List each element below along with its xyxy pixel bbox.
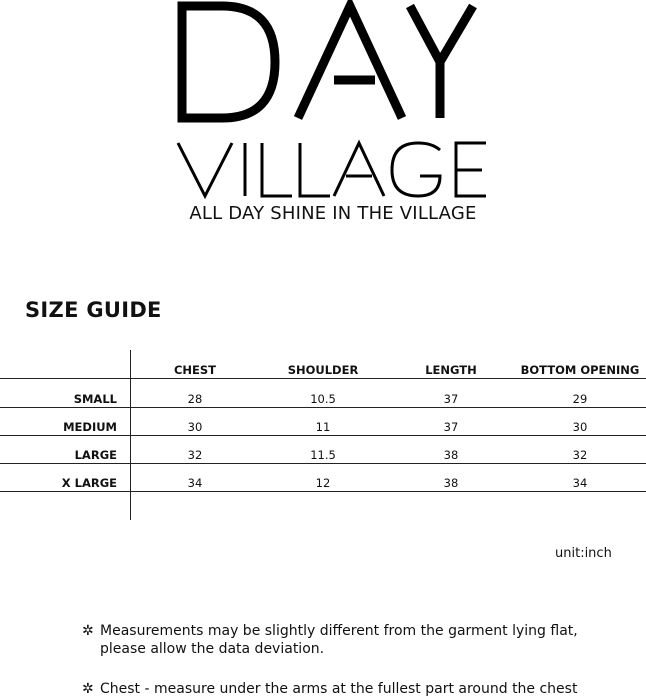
row-label-large: LARGE bbox=[74, 448, 117, 462]
note-text: please allow the data deviation. bbox=[100, 641, 325, 657]
table-cell: 11 bbox=[315, 420, 331, 434]
column-header-bottom-opening: BOTTOM OPENING bbox=[520, 363, 640, 377]
brand-logo bbox=[0, 0, 646, 230]
table-cell: 10.5 bbox=[310, 392, 336, 406]
column-header-length: LENGTH bbox=[425, 363, 477, 377]
table-cell: 34 bbox=[572, 476, 588, 490]
note-measurement-deviation bbox=[82, 622, 578, 658]
table-cell: 38 bbox=[443, 476, 459, 490]
table-cell: 32 bbox=[572, 448, 588, 462]
column-header-chest: CHEST bbox=[173, 363, 217, 377]
table-divider bbox=[0, 435, 646, 436]
size-guide-title: SIZE GUIDE bbox=[25, 298, 162, 322]
row-label-x-large: X LARGE bbox=[61, 476, 117, 490]
note-text: Measurements may be slightly different from the garment lying flat, bbox=[100, 623, 578, 639]
brand-tagline: ALL DAY SHINE IN THE VILLAGE bbox=[189, 203, 477, 224]
table-divider bbox=[0, 378, 646, 379]
table-divider bbox=[0, 491, 646, 492]
table-cell: 34 bbox=[187, 476, 203, 490]
column-header-shoulder: SHOULDER bbox=[287, 363, 359, 377]
asterisk-icon: ✲ bbox=[82, 681, 94, 697]
table-cell: 37 bbox=[443, 392, 459, 406]
table-divider bbox=[0, 463, 646, 464]
table-cell: 37 bbox=[443, 420, 459, 434]
table-divider bbox=[0, 407, 646, 408]
note-chest-measure bbox=[82, 680, 577, 698]
unit-label: unit:inch bbox=[555, 546, 612, 561]
size-table bbox=[0, 350, 646, 522]
table-cell: 32 bbox=[187, 448, 203, 462]
table-cell: 11.5 bbox=[310, 448, 336, 462]
table-cell: 29 bbox=[572, 392, 588, 406]
row-label-medium: MEDIUM bbox=[63, 420, 117, 434]
table-cell: 12 bbox=[315, 476, 331, 490]
row-label-small: SMALL bbox=[73, 392, 117, 406]
table-cell: 30 bbox=[572, 420, 588, 434]
table-cell: 28 bbox=[187, 392, 203, 406]
table-cell: 30 bbox=[187, 420, 203, 434]
note-text: Chest - measure under the arms at the fullest part around the chest bbox=[100, 681, 578, 697]
table-cell: 38 bbox=[443, 448, 459, 462]
asterisk-icon: ✲ bbox=[82, 623, 94, 639]
